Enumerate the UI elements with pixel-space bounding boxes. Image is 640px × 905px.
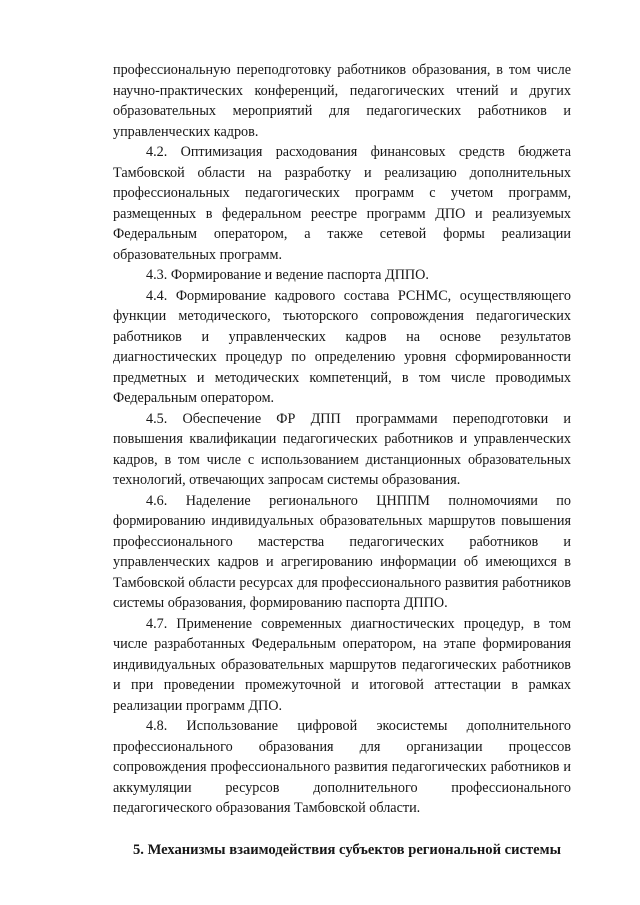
paragraph-4-7: 4.7. Применение современных диагностических процедур, в том числе разработанных Федеральным оператором, на этапе формирования индивидуальных образовательных маршрутов педагогических работников и при проведении промежуточной и итоговой аттестации в рамках реализации программ ДПО. — [113, 615, 571, 714]
paragraph-continuation: профессиональную переподготовку работников образования, в том числе научно-практических конференций, педагогических чтений и других образовательных мероприятий для педагогических работников и управленческих кадров. — [113, 62, 571, 140]
document-page — [113, 60, 571, 860]
paragraph-4-8: 4.8. Использование цифровой экосистемы дополнительного профессионального образования для организации процессов сопровождения профессионального развития педагогических работников и аккумуляции ресурсов дополнительного профессионального педагогического образования Тамбовской области. — [113, 718, 571, 816]
paragraph-4-2: 4.2. Оптимизация расходования финансовых средств бюджета Тамбовской области на разработку и реализацию дополнительных профессиональных педагогических программ с учетом программ, размещенных в федеральном реестре программ ДПО и реализуемых Федеральным оператором, а также сетевой формы реализации образовательных программ. — [113, 144, 571, 263]
paragraph-4-6: 4.6. Наделение регионального ЦНППМ полномочиями по формированию индивидуальных образовательных маршрутов повышения профессионального мастерства педагогических работников и управленческих кадров и агрегированию информации об имеющихся в Тамбовской области ресурсах для профессионального развития работников системы образования, формированию паспорта ДППО. — [113, 492, 571, 611]
paragraph-4-5: 4.5. Обеспечение ФР ДПП программами переподготовки и повышения квалификации педагогических работников и управленческих кадров, в том числе с использованием дистанционных образовательных технологий, отвечающих запросам системы образования. — [113, 410, 571, 488]
section-heading: 5. Механизмы взаимодействия субъектов региональной системы — [133, 841, 561, 858]
paragraph-4-3: 4.3. Формирование и ведение паспорта ДППО. — [146, 267, 429, 283]
paragraph-4-4: 4.4. Формирование кадрового состава РСНМС, осуществляющего функции методического, тьюторского сопровождения педагогических работников и управленческих кадров на основе результатов диагностических процедур по определению уровня сформированности предметных и методических компетенций, в том числе проводимых Федеральным оператором. — [113, 287, 571, 406]
